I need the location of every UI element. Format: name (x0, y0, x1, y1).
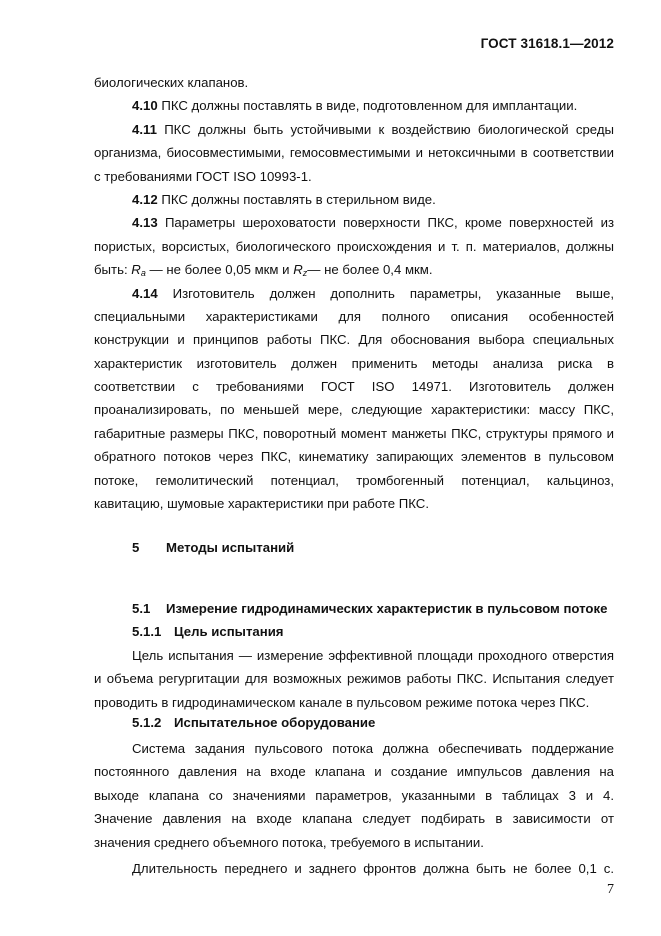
clause-4-12 (94, 188, 614, 211)
section-5-1-2-title: Испытательное оборудование (174, 715, 376, 730)
text-line: с требованиями ГОСТ ISO 10993-1. (94, 168, 312, 184)
section-5-1-number: 5.1 (132, 601, 151, 616)
body-text-top (94, 71, 614, 515)
text-fragment: — не более 0,05 мкм и (145, 262, 294, 278)
text-fragment: — не более 0,4 мкм. (307, 262, 433, 278)
text-line: Система задания пульсового потока должна обеспечивать поддержание (132, 741, 614, 756)
text-line: проанализировать, по меньшей мере, следующие характеристики: массу ПКС, (94, 402, 614, 418)
roughness-line (94, 258, 614, 281)
text-line: постоянного давления на входе клапана и создание импульсов давления на (94, 764, 614, 780)
page-number: 7 (607, 882, 614, 897)
section-5-1-1-title: Цель испытания (174, 624, 284, 639)
clause-number: 4.13 (132, 215, 158, 231)
text-line: и объема регургитации для возможных режимов работы ПКС. Испытания следует (94, 671, 614, 687)
section-5-1-title: Измерение гидродинамических характеристик в пульсовом потоке (166, 601, 608, 616)
clause-number: 4.11 (132, 121, 157, 137)
rz-symbol: R (293, 262, 303, 278)
clause-number: 4.12 (132, 191, 158, 207)
section-5-1-1-number: 5.1.1 (132, 624, 162, 639)
text-line: биологических клапанов. (94, 75, 249, 90)
text-line: ПКС должны быть устойчивыми к воздействию биологической среды (156, 121, 614, 137)
section-5-title: Методы испытаний (166, 540, 295, 555)
text-line: габаритные размеры ПКС, поворотный момент манжеты ПКС, структуры прямого и (94, 425, 614, 441)
clause-number: 4.10 (132, 98, 158, 114)
document-header: ГОСТ 31618.1—2012 (480, 36, 614, 51)
ra-symbol: R (131, 262, 141, 278)
text-line: Значение давления на входе клапана следует подбирать в зависимости от (94, 811, 614, 827)
text-line: Параметры шероховатости поверхности ПКС, кроме поверхностей из (157, 215, 614, 231)
clause-number: 4.14 (132, 285, 158, 301)
body-text-5-1-2 (94, 737, 614, 880)
rz-subscript: z (302, 268, 308, 279)
clause-4-10 (94, 94, 614, 117)
clause-4-11 (94, 118, 614, 141)
text-fragment: быть: (94, 262, 132, 278)
text-line: специальными характеристиками для полного описания особенностей (94, 308, 614, 324)
text-line: выходе клапана со значениями параметров, указанными в таблицах 3 и 4. (94, 787, 614, 803)
text-line: обратного потоков через ПКС, кинематику запирающих элементов в пульсовом (94, 449, 614, 465)
text-line: характеристик изготовитель должен применить методы анализа риска в (94, 355, 614, 371)
ra-subscript: a (140, 268, 146, 279)
text-line: Длительность переднего и заднего фронтов должна быть не более 0,1 с. (132, 860, 614, 876)
text-line: ПКС должны поставлять в стерильном виде. (157, 191, 436, 207)
text-line: значения среднего объемного потока, требуемого в испытании. (94, 834, 484, 850)
text-line: соответствии с требованиями ГОСТ ISO 14971. Изготовитель должен (94, 379, 614, 395)
body-text-5-1-1 (94, 644, 614, 714)
text-line: организма, биосовместимыми, гемосовместимыми и нетоксичными в соответствии (94, 145, 614, 161)
text-line: ПКС должны поставлять в виде, подготовленном для имплантации. (157, 98, 578, 114)
text-line: проводить в гидродинамическом канале в пульсовом режиме потока через ПКС. (94, 694, 590, 710)
text-line: Цель испытания — измерение эффективной площади проходного отверстия (132, 648, 614, 663)
clause-4-13 (94, 211, 614, 234)
text-line: Изготовитель должен дополнить параметры, указанные выше, (157, 285, 614, 301)
text-line: потоке, гемолитический потенциал, тромбогенный потенциал, кальциноз, (94, 472, 614, 488)
clause-4-14 (94, 282, 614, 305)
text-line: кавитацию, шумовые характеристики при работе ПКС. (94, 496, 429, 512)
section-5-1-2-number: 5.1.2 (132, 715, 162, 730)
section-5-number: 5 (132, 540, 140, 555)
text-line: конструкции и принципов работы ПКС. Для обоснования выбора специальных (94, 332, 614, 348)
text-line: пористых, ворсистых, биологического происхождения и т. п. материалов, должны (94, 238, 614, 254)
